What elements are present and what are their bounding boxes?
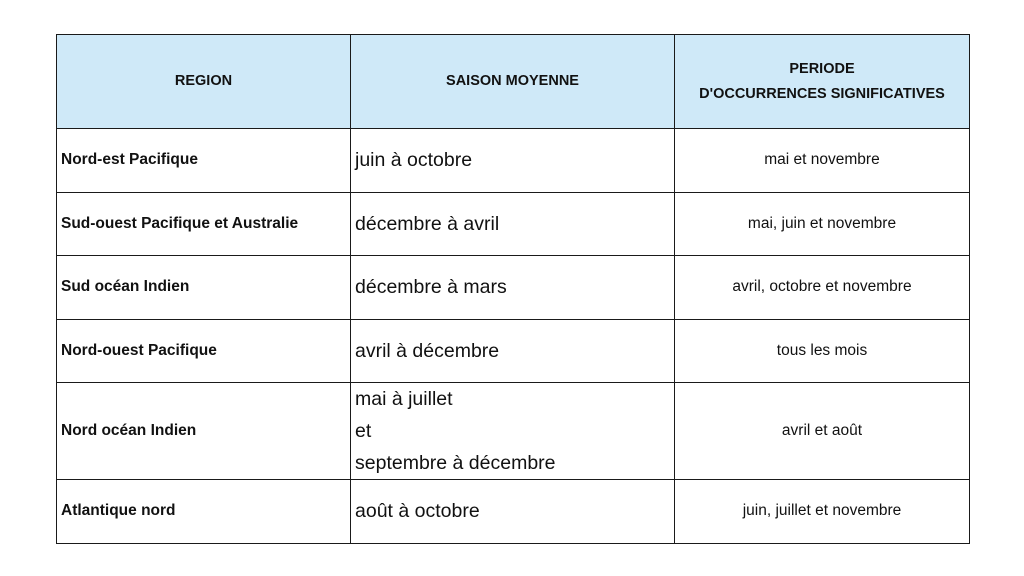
header-row xyxy=(57,35,970,129)
period-cell: avril, octobre et novembre xyxy=(675,256,970,320)
table-row xyxy=(57,192,970,256)
table-body xyxy=(57,129,970,544)
header-period-line1: PERIODE xyxy=(789,60,855,77)
season-cell xyxy=(351,319,675,383)
season-line: décembre à avril xyxy=(355,212,500,235)
table-row xyxy=(57,129,970,193)
header-region: REGION xyxy=(57,35,351,129)
season-line: avril à décembre xyxy=(355,339,500,362)
season-line: décembre à mars xyxy=(355,276,507,299)
period-cell: mai et novembre xyxy=(675,129,970,193)
cyclone-season-table xyxy=(56,34,970,544)
period-cell: avril et août xyxy=(675,383,970,480)
season-line: juin à octobre xyxy=(355,149,473,172)
region-cell: Nord-ouest Pacifique xyxy=(57,319,351,383)
season-line: septembre à décembre xyxy=(355,452,556,474)
season-line: mai à juillet xyxy=(355,388,453,410)
period-cell: juin, juillet et novembre xyxy=(675,480,970,544)
header-season: SAISON MOYENNE xyxy=(351,35,675,129)
header-period xyxy=(675,35,970,129)
season-line: août à octobre xyxy=(355,500,480,523)
table-row xyxy=(57,383,970,480)
region-cell: Nord-est Pacifique xyxy=(57,129,351,193)
season-line: et xyxy=(355,420,372,442)
region-cell: Nord océan Indien xyxy=(57,383,351,480)
season-cell xyxy=(351,192,675,256)
season-cell xyxy=(351,383,675,480)
header-period-line2: D'OCCURRENCES SIGNIFICATIVES xyxy=(699,85,945,102)
region-cell: Sud-ouest Pacifique et Australie xyxy=(57,192,351,256)
table-row xyxy=(57,256,970,320)
season-cell xyxy=(351,256,675,320)
period-cell: tous les mois xyxy=(675,319,970,383)
table-row xyxy=(57,319,970,383)
season-cell xyxy=(351,129,675,193)
region-cell: Atlantique nord xyxy=(57,480,351,544)
season-cell xyxy=(351,480,675,544)
table-row xyxy=(57,480,970,544)
region-cell: Sud océan Indien xyxy=(57,256,351,320)
period-cell: mai, juin et novembre xyxy=(675,192,970,256)
table-header xyxy=(57,35,970,129)
